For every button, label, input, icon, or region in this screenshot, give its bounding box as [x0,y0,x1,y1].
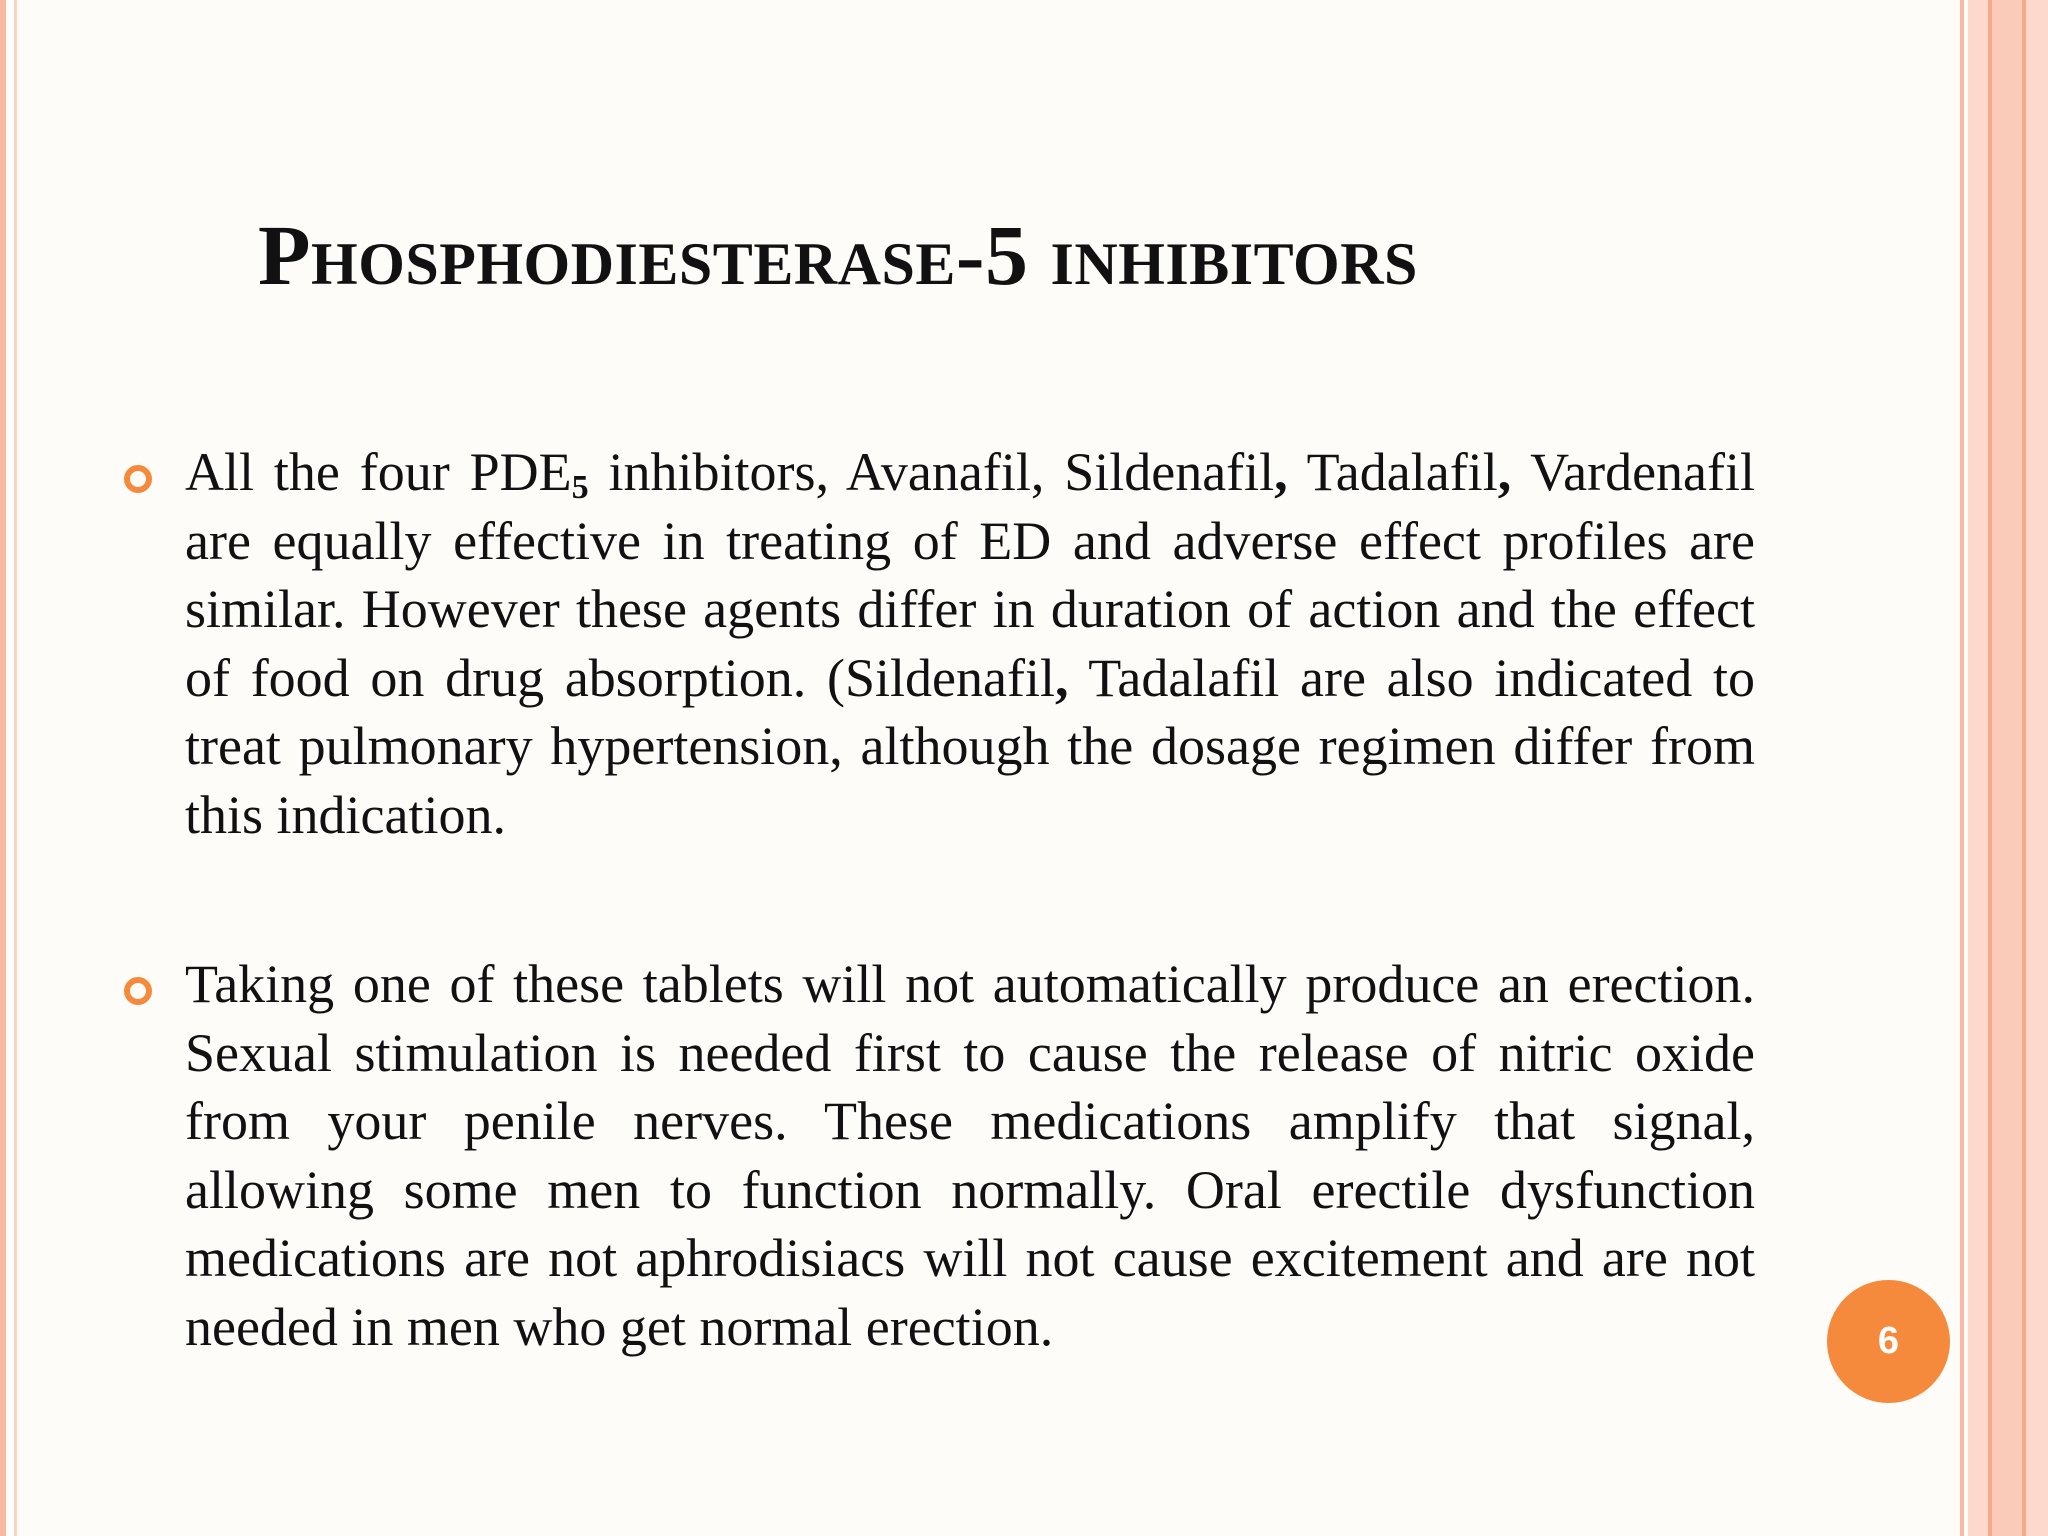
left-border-stripe-inner [14,0,17,1536]
slide-title-number: -5 [955,207,1029,303]
bullet-text-segment: Tadalafil are also indicated to treat pulmonary hypertension, although the dosage regimen differ from this indication. [185,647,1755,845]
bullet-text [185,438,1755,849]
bullet-text-segment: Vardenafil are equally effective in treating of ED and adverse effect profiles are similar. However these agents differ in duration of action and the effect of food on drug absorption. (Sildenafil [185,442,1755,708]
page-number-badge: 6 [1827,1280,1950,1403]
bullet-text-segment: All the four PDE [185,442,572,502]
right-border-stripe [2026,0,2048,1536]
right-border-stripe [1960,0,1964,1536]
hollow-circle-bullet-icon [124,977,152,1005]
slide-title-rest: inhibitors [1050,207,1418,303]
hollow-circle-bullet-icon [124,465,152,493]
left-border-stripe [0,0,6,1536]
bullet-text-segment: inhibitors, Avanafil, Sildenafil [588,442,1275,502]
bold-comma: , [1054,647,1069,708]
slide-title [258,200,1758,310]
slide-title-main: Phosphodiesterase [258,207,956,303]
bullet-text: Taking one of these tablets will not automatically produce an erection. Sexual stimulation is needed first to cause the release of nitric oxide from your penile nerves. These medications amplify that signal, allowing some men to function normally. Oral erectile dysfunction medications are not aphrodisiacs will not cause excitement and are not needed in men who get normal erection. [185,954,1755,1357]
pde-subscript: 5 [571,469,589,506]
right-border-stripe [1968,0,1988,1536]
bold-comma: , [1497,442,1512,502]
bullet-text-segment: Tadalafil [1287,442,1498,502]
bold-comma: , [1274,442,1288,502]
right-border-stripe [1992,0,2022,1536]
